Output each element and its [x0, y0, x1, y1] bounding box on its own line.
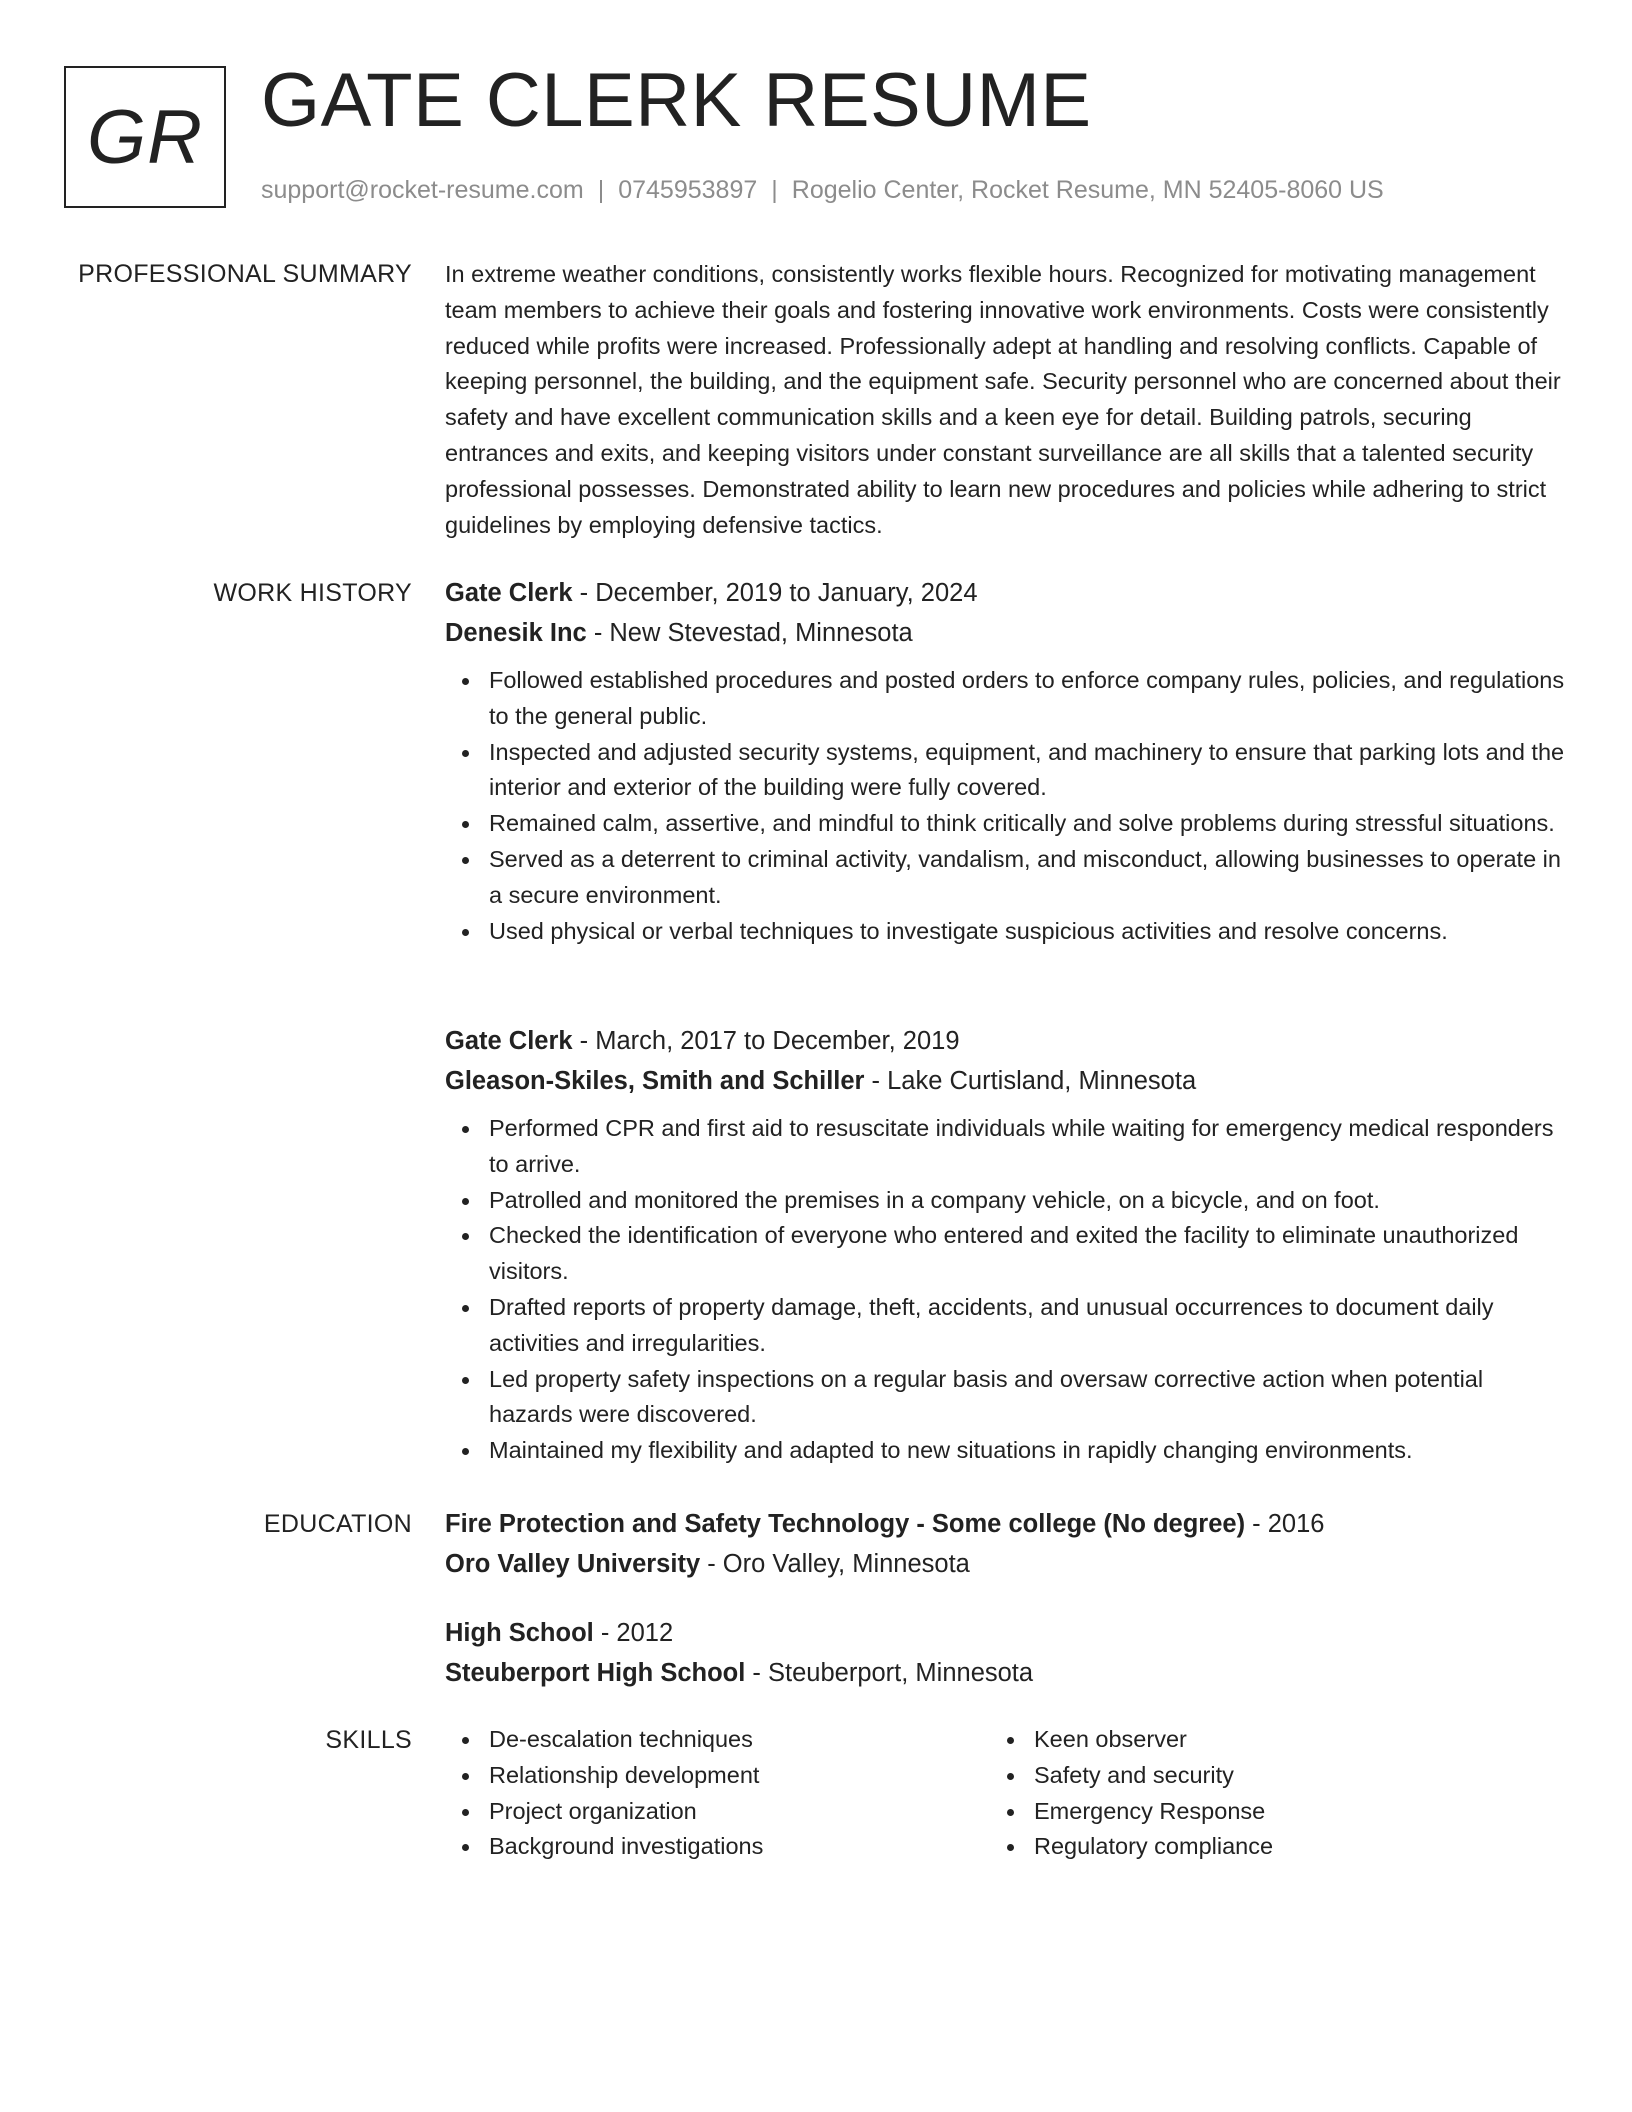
job-dates: - March, 2017 to December, 2019 [572, 1027, 960, 1055]
job-entry [445, 1021, 1565, 1469]
skills-column-left [445, 1722, 763, 1865]
contact-email[interactable]: support@rocket-resume.com [261, 176, 584, 204]
education-school-line [445, 1653, 1565, 1693]
job-bullet: Checked the identification of everyone who entered and exited the facility to eliminate unauthorized visitors. [489, 1218, 1565, 1290]
skills-list [445, 1722, 763, 1865]
education-school: Steuberport High School [445, 1659, 746, 1687]
education-degree: Fire Protection and Safety Technology - Some college (No degree) [445, 1510, 1246, 1538]
section-label-work-history: WORK HISTORY [213, 579, 412, 607]
job-company: Denesik Inc [445, 619, 587, 647]
job-entry [445, 573, 1565, 949]
education-entry [445, 1613, 1565, 1693]
job-bullet: Led property safety inspections on a regular basis and oversaw corrective action when potential hazards were discovered. [489, 1362, 1565, 1434]
education-degree-line [445, 1504, 1565, 1544]
skill-item: Background investigations [489, 1829, 763, 1865]
summary-section [445, 257, 1565, 543]
job-title: Gate Clerk [445, 579, 573, 607]
job-location: - Lake Curtisland, Minnesota [864, 1067, 1197, 1095]
education-school-line [445, 1544, 1565, 1584]
job-bullet: Drafted reports of property damage, theft, accidents, and unusual occurrences to document daily activities and irregularities. [489, 1290, 1565, 1362]
monogram-box [64, 66, 226, 208]
skill-item: Safety and security [1034, 1758, 1273, 1794]
summary-text: In extreme weather conditions, consistently works flexible hours. Recognized for motivating management team members to achieve their goals and fostering innovative work environments. Costs were consistently reduced while profits were increased. Professionally adept at handling and resolving conflicts. Capable of keeping personnel, the building, and the equipment safe. Security personnel who are concerned about their safety and have excellent communication skills and a keen eye for detail. Building patrols, securing entrances and exits, and keeping visitors under constant surveillance are all skills that a talented security professional possesses. Demonstrated ability to learn new procedures and policies while adhering to strict guidelines by employing defensive tactics. [445, 261, 1561, 538]
job-bullet: Patrolled and monitored the premises in a company vehicle, on a bicycle, and on foot. [489, 1183, 1565, 1219]
job-bullet: Followed established procedures and posted orders to enforce company rules, policies, and regulations to the general public. [489, 663, 1565, 735]
job-bullet: Inspected and adjusted security systems, equipment, and machinery to ensure that parking lots and the interior and exterior of the building were fully covered. [489, 735, 1565, 807]
skill-item: Project organization [489, 1794, 763, 1830]
job-bullet: Maintained my flexibility and adapted to new situations in rapidly changing environments. [489, 1433, 1565, 1469]
skills-list [990, 1722, 1273, 1865]
job-bullet: Remained calm, assertive, and mindful to think critically and solve problems during stressful situations. [489, 806, 1565, 842]
skill-item: Relationship development [489, 1758, 763, 1794]
job-dates: - December, 2019 to January, 2024 [572, 579, 978, 607]
job-title: Gate Clerk [445, 1027, 573, 1055]
section-label-skills: SKILLS [325, 1726, 412, 1754]
job-bullet: Served as a deterrent to criminal activity, vandalism, and misconduct, allowing businesses to operate in a secure environment. [489, 842, 1565, 914]
education-year: - 2012 [593, 1619, 674, 1647]
contact-separator: | [771, 176, 778, 204]
skills-section [445, 1722, 1565, 1872]
job-title-line [445, 573, 1565, 613]
job-company: Gleason-Skiles, Smith and Schiller [445, 1067, 865, 1095]
section-label-summary: PROFESSIONAL SUMMARY [78, 260, 412, 288]
job-bullet-list [445, 663, 1565, 949]
job-bullet-list [445, 1111, 1565, 1469]
section-label-education: EDUCATION [263, 1510, 412, 1538]
contact-line [261, 174, 1384, 206]
education-year: - 2016 [1245, 1510, 1325, 1538]
skill-item: De-escalation techniques [489, 1722, 763, 1758]
job-company-line [445, 613, 1565, 653]
job-company-line [445, 1061, 1565, 1101]
education-entry [445, 1504, 1565, 1584]
education-location: - Steuberport, Minnesota [745, 1659, 1034, 1687]
contact-address: Rogelio Center, Rocket Resume, MN 52405-8060 US [791, 176, 1384, 204]
education-degree: High School [445, 1619, 594, 1647]
education-degree-line [445, 1613, 1565, 1653]
education-school: Oro Valley University [445, 1550, 701, 1578]
resume-title: GATE CLERK RESUME [261, 58, 1092, 143]
education-location: - Oro Valley, Minnesota [700, 1550, 970, 1578]
monogram-initials: GR [87, 94, 203, 180]
contact-phone[interactable]: 0745953897 [618, 176, 758, 204]
job-bullet: Used physical or verbal techniques to investigate suspicious activities and resolve concerns. [489, 914, 1565, 950]
job-bullet: Performed CPR and first aid to resuscitate individuals while waiting for emergency medical responders to arrive. [489, 1111, 1565, 1183]
job-location: - New Stevestad, Minnesota [586, 619, 913, 647]
job-title-line [445, 1021, 1565, 1061]
skill-item: Keen observer [1034, 1722, 1273, 1758]
contact-separator: | [597, 176, 605, 204]
skill-item: Regulatory compliance [1034, 1829, 1273, 1865]
skill-item: Emergency Response [1034, 1794, 1273, 1830]
skills-column-right [990, 1722, 1273, 1865]
